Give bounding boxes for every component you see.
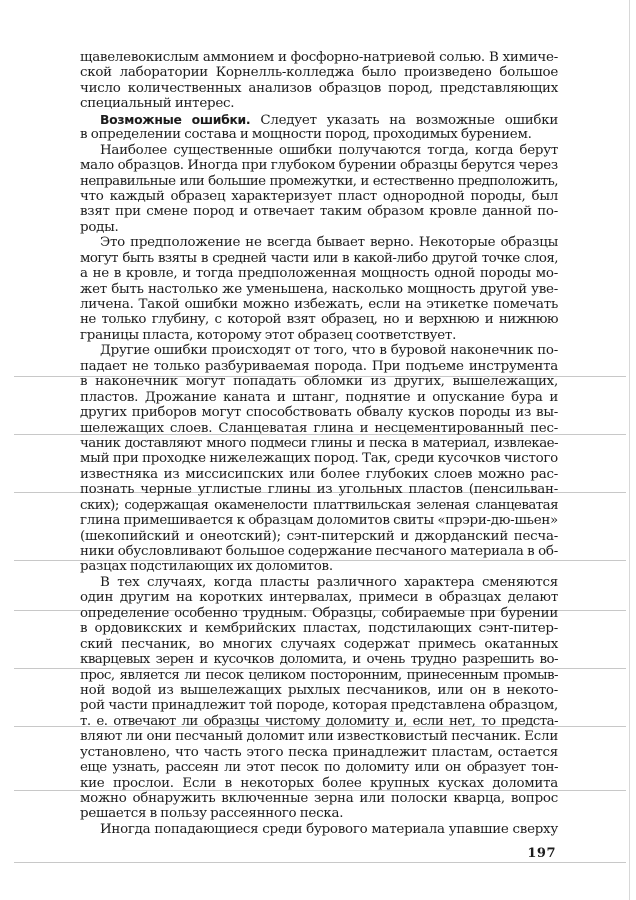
text-line: что каждый образец характеризует пласт однородной породы, был — [80, 188, 558, 204]
scan-line — [14, 862, 626, 863]
text-line: чаник доставляют много подмеси глины и песка в материал, извлекае- — [80, 435, 558, 451]
text-line: Наиболее существенные ошибки получаются тогда, когда берут — [100, 142, 558, 158]
text-line: кварцевых зерен и кусочков доломита, и очень трудно разрешить во- — [80, 652, 558, 668]
text-line: прос, является ли песок целиком посторонним, принесенным промыв- — [80, 667, 558, 683]
text-line: могут быть взяты в средней части или в какой-либо другой точке слоя, — [80, 250, 558, 266]
text-line: разцах подстилающих их доломитов. — [80, 559, 333, 575]
text-line: рой части принадлежит той породе, которая представлена образцом, — [80, 698, 558, 714]
text-line: (шекопийский и онеотский); сэнт-питерский и джорданский песча- — [80, 528, 558, 544]
text-line: установлено, что часть этого песка принадлежит пластам, остается — [80, 744, 558, 760]
text-line: личена. Такой ошибки можно избежать, если на этикетке помечать — [80, 297, 558, 312]
text-line-rest: Следует указать на возможные ошибки — [250, 112, 558, 128]
text-line: неправильные или большие промежутки, и естественно предположить, — [80, 173, 558, 189]
text-line: в наконечник могут попадать обломки из других, вышележащих, — [80, 374, 558, 390]
text-line: ский песчаник, во многих случаях содержат примесь окатанных — [80, 636, 558, 652]
text-line: решается в пользу рассеянного песка. — [80, 806, 344, 822]
text-line — [80, 112, 558, 127]
text-line: еще узнать, рассеян ли этот песок по доломиту или он образует тон- — [80, 760, 558, 776]
text-line: в ордовикских и кембрийских пластах, подстилающих сэнт-питер- — [80, 621, 558, 637]
text-line: не только глубину, с которой взят образец, но и верхнюю и нижнюю — [80, 312, 558, 328]
text-line: мый при проходке нижележащих пород. Так, среди кусочков чистого — [80, 451, 558, 467]
text-line: жет быть настолько же уменьшена, насколько мощность другой уве- — [80, 281, 558, 297]
page-number: 197 — [527, 846, 556, 861]
text-line: т. е. отвечают ли образцы чистому доломиту и, если нет, то предста- — [80, 713, 558, 729]
text-line: границы пласта, которому этот образец соответствует. — [80, 327, 457, 343]
text-line: а не в кровле, и тогда предположенная мощность одной породы мо- — [80, 266, 558, 282]
text-line: пластов. Дрожание каната и штанг, поднятие и опускание бура и — [80, 389, 558, 405]
text-line: шележащих слоев. Сланцеватая глина и несцементированный пес- — [80, 420, 558, 436]
text-line: В тех случаях, когда пласты различного характера сменяются — [100, 574, 558, 590]
text-line: кие прослои. Если в некоторых более крупных кусках доломита — [80, 775, 558, 791]
text-line: щавелевокислым аммонием и фосфорно-натриевой солью. В химиче- — [80, 50, 558, 65]
text-line: можно обнаружить включенные зерна или полоски кварца, вопрос — [80, 791, 558, 806]
text-line: Другие ошибки происходят от того, что в буровой наконечник по- — [100, 343, 558, 359]
text-line: определение особенно трудным. Образцы, собираемые при бурении — [80, 605, 558, 621]
text-line: один другим на коротких интервалах, примеси в образцах делают — [80, 590, 558, 606]
body-text — [80, 50, 558, 837]
section-lead-heading: Возможные ошибки. — [100, 111, 251, 127]
text-line: вляют ли они песчаный доломит или известковистый песчаник. Если — [80, 729, 558, 745]
text-line: ной водой из вышележащих рыхлых песчаников, или он в некото- — [80, 682, 558, 698]
text-line: число количественных анализов образцов пород, представляющих — [80, 80, 558, 96]
text-line: Иногда попадающиеся среди бурового материала упавшие сверху — [100, 821, 558, 837]
text-line: мало образцов. Иногда при глубоком бурении образцы берутся через — [80, 158, 558, 174]
text-line: ники обусловливают большое содержание песчаного материала в об- — [80, 544, 558, 559]
text-line: взят при смене пород и отвечает таким образом кровле данной по- — [80, 204, 558, 220]
text-line: ской лаборатории Корнелль-колледжа было произведено большое — [80, 65, 558, 81]
text-line: Это предположение не всегда бывает верно. Некоторые образцы — [100, 235, 558, 251]
text-line: известняка из миссисипских или более глубоких слоев можно рас- — [80, 466, 558, 482]
text-line: ских); содержащая окаменелости платтвильская зеленая сланцеватая — [80, 497, 558, 513]
text-line: глина примешивается к образцам доломитов свиты «прэри-дю-шьен» — [80, 513, 558, 529]
text-line: других приборов могут способствовать обвалу кусков породы из вы- — [80, 405, 558, 421]
text-line: падает не только разбуриваемая порода. При подъеме инструмента — [80, 358, 558, 374]
text-line: роды. — [80, 219, 119, 235]
text-line: в определении состава и мощности пород, проходимых бурением. — [80, 127, 532, 143]
page-edge — [629, 0, 630, 900]
text-line: специальный интерес. — [80, 96, 235, 112]
text-line: познать черные углистые глины из угольных пластов (пенсильван- — [80, 482, 558, 498]
